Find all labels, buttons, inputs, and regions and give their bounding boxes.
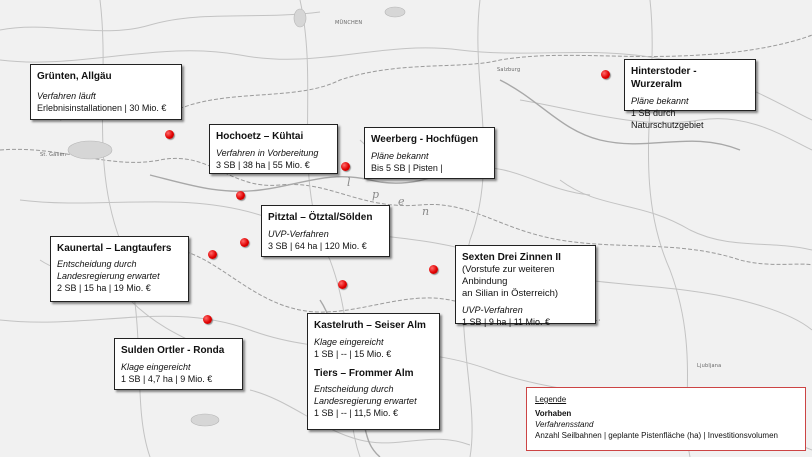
hinterstoder-marker[interactable] [601,70,610,79]
callout-sexten[interactable] [455,245,596,327]
callout-details: 3 SB | 38 ha | 55 Mio. € [216,160,310,170]
callout-details: 2 SB | 15 ha | 19 Mio. € [57,283,151,293]
weerberg-marker[interactable] [341,162,350,171]
callout-title: Sexten Drei Zinnen II [462,252,561,263]
callout-details: 1 SB | -- | 15 Mio. € [314,349,392,359]
gruenten-marker[interactable] [165,130,174,139]
sexten-marker[interactable] [429,265,438,274]
sulden-marker[interactable] [203,315,212,324]
pitztal-marker[interactable] [240,238,249,247]
map-label-muenchen: MÜNCHEN [335,20,363,26]
legend-title: Legende [535,395,567,404]
callout-kaunertal[interactable] [50,236,189,302]
callout-status-tiers: Entscheidung durch [314,384,394,394]
callout-title: Hinterstoder - Wurzeralm [631,66,697,90]
callout-pitztal[interactable] [261,205,390,257]
callout-title: Pitztal – Ötztal/Sölden [268,212,373,223]
region-letter: n [422,205,430,218]
callout-kastelruth-tiers[interactable] [307,313,440,430]
callout-details: 3 SB | 64 ha | 120 Mio. € [268,241,367,251]
callout-status-2: Landesregierung erwartet [57,271,160,281]
map-label-salzburg: Salzburg [497,67,521,73]
callout-status: UVP-Verfahren [268,229,329,239]
callout-status: Entscheidung durch [57,259,137,269]
callout-title-2: (Vorstufe zur weiteren Anbindung [462,264,555,287]
callout-status: Pläne bekannt [631,96,689,106]
callout-status: Verfahren läuft [37,91,96,101]
kastelruth-marker[interactable] [338,280,347,289]
callout-details-tiers: 1 SB | -- | 11,5 Mio. € [314,408,399,418]
callout-title-tiers: Tiers – Frommer Alm [314,368,414,379]
callout-hochoetz[interactable] [209,124,338,174]
callout-title: Sulden Ortler - Ronda [121,345,225,356]
callout-details: Bis 5 SB | Pisten | [371,163,443,173]
map-legend [526,387,806,451]
callout-title-3: an Silian in Österreich) [462,288,559,299]
callout-title: Hochoetz – Kühtai [216,131,304,142]
region-letter: e [398,195,405,208]
legend-status: Verfahrensstand [535,420,594,429]
map-label-st-gallen: St. Gallen [40,152,67,158]
callout-status: Verfahren in Vorbereitung [216,148,319,158]
callout-status-tiers-2: Landesregierung erwartet [314,396,417,406]
callout-title: Grünten, Allgäu [37,71,112,82]
hochoetz-marker[interactable] [236,191,245,200]
callout-title: Kaunertal – Langtaufers [57,243,172,254]
callout-title: Weerberg - Hochfügen [371,134,479,145]
callout-details: 1 SB | 9 ha | 11 Mio. € [462,317,551,327]
region-letter: l [347,176,351,189]
callout-details: Erlebnisinstallationen | 30 Mio. € [37,103,167,113]
callout-details: 1 SB | 4,7 ha | 9 Mio. € [121,374,213,384]
callout-status: UVP-Verfahren [462,305,523,315]
callout-weerberg[interactable] [364,127,495,179]
callout-sulden[interactable] [114,338,243,390]
legend-project: Vorhaben [535,409,572,418]
map-label-ljubljana: Ljubljana [697,363,722,369]
callout-status: Klage eingereicht [121,362,191,372]
callout-status: Klage eingereicht [314,337,384,347]
legend-details: Anzahl Seilbahnen | geplante Pistenfläche (ha) | Investitionsvolumen [535,431,778,440]
callout-gruenten[interactable] [30,64,182,120]
callout-details: 1 SB durch Naturschutzgebiet [631,108,704,130]
kaunertal-marker[interactable] [208,250,217,259]
region-letter: p [372,188,380,201]
callout-hinterstoder[interactable] [624,59,756,130]
callout-title: Kastelruth – Seiser Alm [314,320,426,331]
callout-status: Pläne bekannt [371,151,429,161]
